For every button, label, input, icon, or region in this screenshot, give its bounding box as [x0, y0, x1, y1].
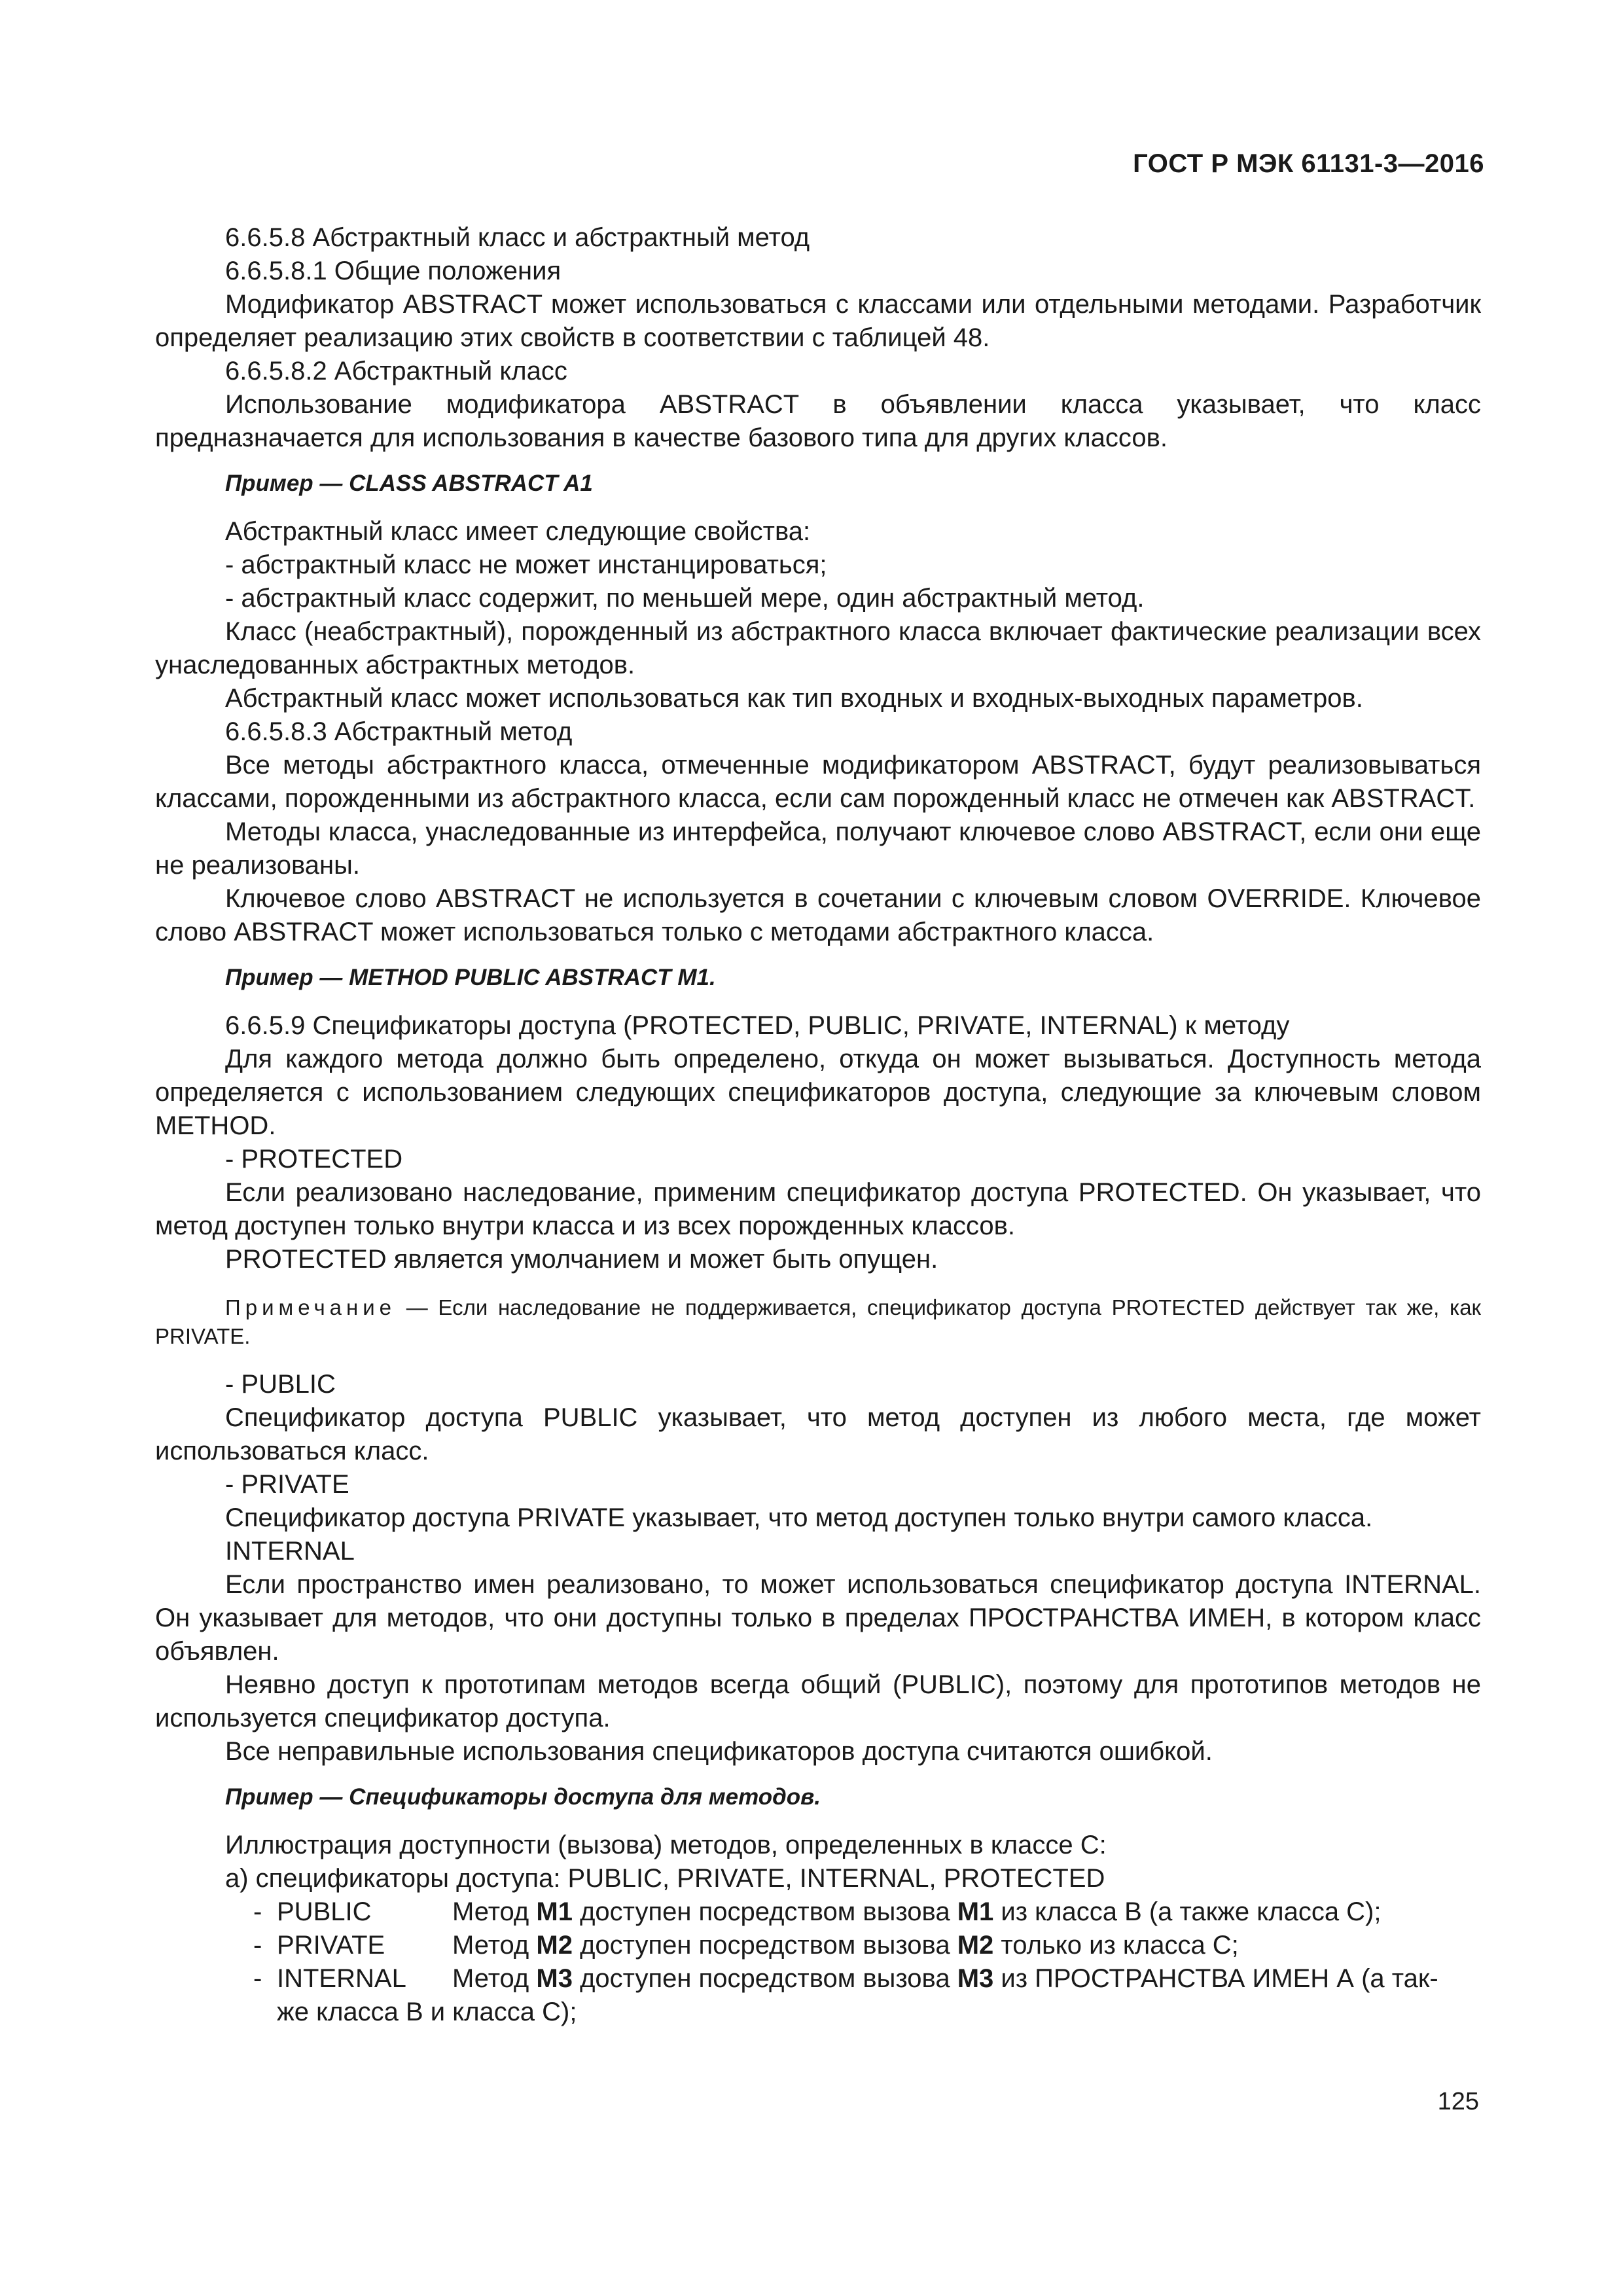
section-heading-6-6-5-8: 6.6.5.8 Абстрактный класс и абстрактный метод	[225, 223, 810, 252]
paragraph: Если пространство имен реализовано, то может использоваться спецификатор доступа INTERNAL. Он указывает для методов, что они доступны только в пределах ПРОСТРАНСТВА ИМЕН, в котором класс объявлен.	[155, 1570, 1481, 1666]
access-row-public	[155, 1895, 1481, 1929]
access-row-continuation: же класса В и класса С);	[277, 1998, 577, 2026]
row-key: PRIVATE	[277, 1931, 385, 1960]
method-name: M1	[536, 1897, 573, 1926]
page-number: 125	[1437, 2088, 1479, 2115]
row-dash: -	[253, 1964, 262, 1993]
paragraph: Использование модификатора ABSTRACT в объявлении класса указывает, что класс предназначается для использования в качестве базового типа для других классов.	[155, 390, 1481, 452]
row-text-part: Метод	[452, 1897, 537, 1926]
row-text-part: доступен посредством вызова	[572, 1931, 957, 1960]
list-item-public: - PUBLIC	[225, 1370, 336, 1399]
list-item-protected: - PROTECTED	[225, 1145, 403, 1174]
row-text-part: Метод	[452, 1931, 537, 1960]
section-heading-6-6-5-8-3: 6.6.5.8.3 Абстрактный метод	[225, 717, 573, 746]
paragraph: Ключевое слово ABSTRACT не используется в сочетании с ключевым словом OVERRIDE. Ключевое слово ABSTRACT может использоваться только с методами абстрактного класса.	[155, 884, 1481, 946]
method-name: M3	[957, 1964, 994, 1993]
access-row-internal	[155, 1962, 1481, 1996]
method-name: M2	[536, 1931, 573, 1960]
row-dash: -	[253, 1931, 262, 1960]
row-key: PUBLIC	[277, 1897, 372, 1926]
row-text	[452, 1962, 1481, 1996]
row-text-part: из ПРОСТРАНСТВА ИМЕН А (а так-	[993, 1964, 1438, 1993]
row-key: INTERNAL	[277, 1964, 406, 1993]
paragraph: Модификатор ABSTRACT может использоваться с классами или отдельными методами. Разработчик определяет реализацию этих свойств в соответствии с таблицей 48.	[155, 290, 1481, 352]
access-row-private	[155, 1929, 1481, 1962]
paragraph: а) спецификаторы доступа: PUBLIC, PRIVATE, INTERNAL, PROTECTED	[225, 1864, 1105, 1893]
method-name: M1	[957, 1897, 994, 1926]
section-heading-6-6-5-9: 6.6.5.9 Спецификаторы доступа (PROTECTED, PUBLIC, PRIVATE, INTERNAL) к методу	[225, 1011, 1290, 1040]
example-line: Пример — Спецификаторы доступа для методов.	[225, 1784, 821, 1810]
paragraph: Класс (неабстрактный), порожденный из абстрактного класса включает фактические реализации всех унаследованных абстрактных методов.	[155, 617, 1481, 679]
list-item-internal: INTERNAL	[225, 1537, 355, 1566]
paragraph: Все неправильные использования спецификаторов доступа считаются ошибкой.	[225, 1737, 1213, 1766]
page-body	[155, 221, 1481, 2029]
method-name: M2	[957, 1931, 994, 1960]
paragraph: Абстрактный класс может использоваться как тип входных и входных-выходных параметров.	[225, 684, 1363, 713]
note-text: — Если наследование не поддерживается, спецификатор доступа PROTECTED действует так же, как PRIVATE.	[155, 1295, 1481, 1348]
row-text-part: из класса В (а также класса С);	[993, 1897, 1382, 1926]
row-dash: -	[253, 1897, 262, 1926]
method-name: M3	[536, 1964, 573, 1993]
example-line: Пример — METHOD PUBLIC ABSTRACT M1.	[225, 965, 716, 990]
note-label: Примечание	[225, 1295, 397, 1319]
list-item-private: - PRIVATE	[225, 1470, 349, 1499]
paragraph: Спецификатор доступа PRIVATE указывает, что метод доступен только внутри самого класса.	[225, 1503, 1373, 1532]
row-text	[452, 1929, 1481, 1962]
paragraph: Если реализовано наследование, применим спецификатор доступа PROTECTED. Он указывает, что метод доступен только внутри класса и из всех порожденных классов.	[155, 1178, 1481, 1240]
list-item: - абстрактный класс не может инстанцироваться;	[225, 550, 827, 579]
paragraph: Иллюстрация доступности (вызова) методов, определенных в классе С:	[225, 1831, 1107, 1859]
row-text-part: только из класса С;	[993, 1931, 1239, 1960]
section-heading-6-6-5-8-2: 6.6.5.8.2 Абстрактный класс	[225, 357, 567, 386]
row-text	[452, 1895, 1481, 1929]
row-text-part: доступен посредством вызова	[572, 1897, 957, 1926]
paragraph: Неявно доступ к прототипам методов всегда общий (PUBLIC), поэтому для прототипов методов не используется спецификатор доступа.	[155, 1670, 1481, 1732]
row-text-part: Метод	[452, 1964, 537, 1993]
paragraph: Абстрактный класс имеет следующие свойства:	[225, 517, 811, 546]
paragraph: Все методы абстрактного класса, отмеченные модификатором ABSTRACT, будут реализовываться классами, порожденными из абстрактного класса, если сам порожденный класс не отмечен как ABSTRACT.	[155, 751, 1481, 813]
list-item: - абстрактный класс содержит, по меньшей мере, один абстрактный метод.	[225, 584, 1145, 613]
paragraph: Для каждого метода должно быть определено, откуда он может вызываться. Доступность метода определяется с использованием следующих спецификаторов доступа, следующие за ключевым словом METHOD.	[155, 1045, 1481, 1140]
paragraph: Методы класса, унаследованные из интерфейса, получают ключевое слово ABSTRACT, если они еще не реализованы.	[155, 817, 1481, 880]
paragraph: Спецификатор доступа PUBLIC указывает, что метод доступен из любого места, где может использоваться класс.	[155, 1403, 1481, 1465]
document-code-header: ГОСТ Р МЭК 61131-3—2016	[1133, 149, 1484, 178]
paragraph: PROTECTED является умолчанием и может быть опущен.	[225, 1245, 938, 1274]
row-text-part: доступен посредством вызова	[572, 1964, 957, 1993]
example-line: Пример — CLASS ABSTRACT A1	[225, 471, 593, 496]
note	[155, 1293, 1481, 1351]
section-heading-6-6-5-8-1: 6.6.5.8.1 Общие положения	[225, 257, 562, 285]
